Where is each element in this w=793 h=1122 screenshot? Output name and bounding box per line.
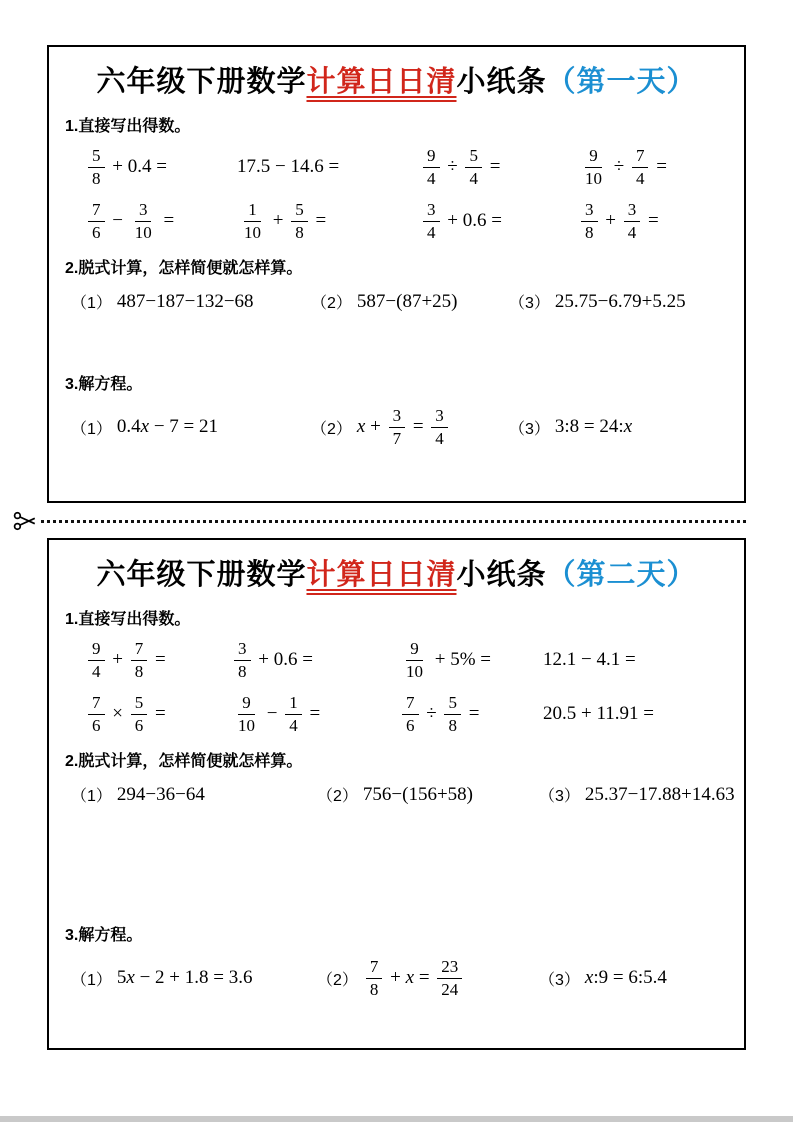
equation-problem bbox=[311, 406, 509, 448]
section-heading-equations: 3.解方程。 bbox=[65, 927, 143, 945]
quick-problem: $\frac{9}{10}$ + 5% = bbox=[406, 639, 492, 681]
quick-problem: $\frac{3}{8}$ + $\frac{3}{4}$ = bbox=[578, 200, 728, 242]
problem-expression: 3:8 = 24:x bbox=[554, 416, 633, 438]
quick-problem: $\frac{3}{8}$ + 0.6 = bbox=[231, 639, 399, 681]
section-heading-quick-calc: 1.直接写出得数。 bbox=[65, 611, 191, 628]
problem-expression: 487−187−132−68 bbox=[116, 290, 254, 312]
quick-problem: $\frac{7}{6}$ ÷ $\frac{5}{8}$ = bbox=[399, 693, 543, 735]
written-calc-row bbox=[71, 783, 735, 806]
scissors-icon bbox=[12, 508, 38, 534]
quick-problem: 20.5 + 11.91 = bbox=[543, 703, 654, 725]
problem-expression: 756−(156+58) bbox=[362, 783, 473, 805]
problem-label: （3） bbox=[509, 295, 550, 313]
problem-expression: x + $\frac{3}{7}$ = $\frac{3}{4}$ bbox=[357, 406, 451, 448]
title-suffix: 小纸条 bbox=[456, 66, 547, 98]
problem-label: （2） bbox=[311, 420, 352, 438]
title-highlight: 计算日日清 bbox=[306, 66, 457, 98]
problem-expression: 25.37−17.88+14.63 bbox=[584, 783, 735, 805]
equation-problem bbox=[317, 957, 539, 999]
problem-label: （2） bbox=[317, 971, 358, 989]
problem-label: （3） bbox=[539, 788, 580, 806]
problem-label: （2） bbox=[311, 295, 352, 313]
dotted-divider bbox=[41, 520, 746, 523]
quick-problem: $\frac{3}{4}$ + 0.6 = bbox=[420, 200, 578, 242]
quick-calc-grid bbox=[85, 146, 728, 242]
quick-problem: $\frac{5}{8}$ + 0.4 = bbox=[85, 146, 237, 188]
problem-expression: x:9 = 6:5.4 bbox=[584, 967, 667, 989]
section-heading-quick-calc: 1.直接写出得数。 bbox=[65, 118, 191, 135]
equation-row bbox=[71, 957, 728, 999]
problem-expression: $\frac{7}{8}$ + x = $\frac{23}{24}$ bbox=[363, 957, 465, 999]
title-highlight: 计算日日清 bbox=[306, 559, 457, 591]
written-calc-row bbox=[71, 290, 728, 313]
problem-expression: 25.75−6.79+5.25 bbox=[554, 290, 686, 312]
title-day: （第一天） bbox=[546, 66, 697, 98]
quick-problem: $\frac{7}{6}$ × $\frac{5}{6}$ = bbox=[85, 693, 231, 735]
equation-row bbox=[71, 406, 728, 448]
title-prefix: 六年级下册数学 bbox=[96, 66, 307, 98]
written-problem bbox=[311, 290, 509, 313]
quick-problem: $\frac{7}{6}$ − $\frac{3}{10}$ = bbox=[85, 200, 237, 242]
quick-problem: $\frac{9}{4}$ + $\frac{7}{8}$ = bbox=[85, 639, 231, 681]
problem-label: （1） bbox=[71, 788, 112, 806]
section-heading-written-calc: 2.脱式计算，怎样简便就怎样算。 bbox=[65, 260, 303, 278]
page-bottom-edge bbox=[0, 1116, 793, 1122]
problem-label: （2） bbox=[317, 788, 358, 806]
worksheet-title bbox=[65, 59, 728, 100]
problem-label: （3） bbox=[509, 420, 550, 438]
equation-problem bbox=[539, 967, 728, 990]
problem-expression: 587−(87+25) bbox=[356, 290, 458, 312]
equation-problem bbox=[71, 967, 317, 990]
written-problem bbox=[509, 290, 728, 313]
problem-label: （3） bbox=[539, 971, 580, 989]
problem-label: （1） bbox=[71, 295, 112, 313]
quick-problem: $\frac{9}{10}$ − $\frac{1}{4}$ = bbox=[238, 693, 321, 735]
section-heading-equations: 3.解方程。 bbox=[65, 376, 143, 394]
problem-label: （1） bbox=[71, 971, 112, 989]
quick-problem: 17.5 − 14.6 = bbox=[237, 156, 340, 178]
section-heading-written-calc: 2.脱式计算，怎样简便就怎样算。 bbox=[65, 753, 303, 771]
title-suffix: 小纸条 bbox=[456, 559, 547, 591]
written-problem bbox=[71, 783, 317, 806]
equation-problem bbox=[509, 416, 728, 439]
title-day: （第二天） bbox=[546, 559, 697, 591]
worksheet-day1 bbox=[47, 45, 746, 503]
problem-label: （1） bbox=[71, 420, 112, 438]
problem-expression: 0.4x − 7 = 21 bbox=[116, 416, 219, 438]
cut-line bbox=[12, 508, 746, 534]
quick-problem: 12.1 − 4.1 = bbox=[543, 649, 636, 671]
quick-problem: $\frac{9}{4}$ ÷ $\frac{5}{4}$ = bbox=[420, 146, 578, 188]
problem-expression: 5x − 2 + 1.8 = 3.6 bbox=[116, 967, 253, 989]
worksheet-day2 bbox=[47, 538, 746, 1050]
title-prefix: 六年级下册数学 bbox=[96, 559, 307, 591]
worksheet-title bbox=[65, 552, 728, 593]
written-problem bbox=[71, 290, 311, 313]
quick-problem: $\frac{1}{10}$ + $\frac{5}{8}$ = bbox=[244, 200, 327, 242]
problem-expression: 294−36−64 bbox=[116, 783, 205, 805]
quick-calc-grid bbox=[85, 639, 728, 735]
written-problem bbox=[317, 783, 539, 806]
written-problem bbox=[539, 783, 735, 806]
quick-problem: $\frac{9}{10}$ ÷ $\frac{7}{4}$ = bbox=[585, 146, 667, 188]
equation-problem bbox=[71, 416, 311, 439]
